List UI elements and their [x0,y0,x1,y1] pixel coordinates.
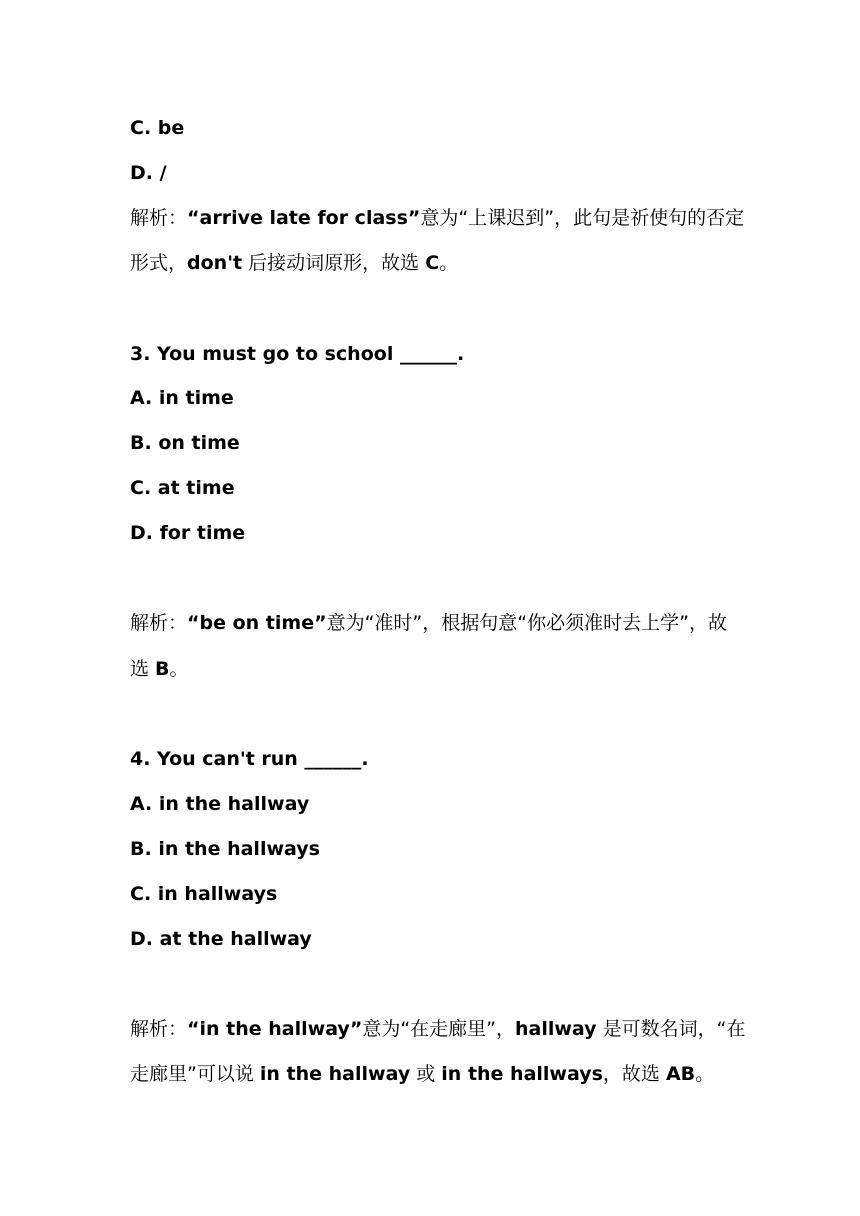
analysis-text: 。 [439,252,459,274]
analysis-text: 意为“准时”，根据句意“你必须准时去上学”，故 [326,612,727,634]
q4-question: 4. You can't run ______. [130,748,369,770]
analysis-text: 意为“上课迟到”，此句是祈使句的否定 [420,207,745,229]
analysis-text: 意为“在走廊里”， [362,1018,515,1040]
analysis-text: 走廊里”可以说 [130,1063,260,1085]
keyword: hallway [515,1018,597,1040]
analysis-text: 。 [169,658,189,680]
q3-option-b: B. on time [130,432,240,454]
analysis-text: 形式， [130,252,188,274]
keyword: in the hallways [441,1063,603,1085]
analysis-text: 是可数名词，“在 [596,1018,746,1040]
q4-option-a: A. in the hallway [130,793,310,815]
q4-analysis-line-1 [130,1017,745,1041]
q4-option-d: D. at the hallway [130,928,312,950]
answer-letter: C [425,252,440,274]
quoted-phrase: “arrive late for class” [187,207,421,229]
analysis-label: 解析： [130,612,188,634]
analysis-text: ，故选 [602,1063,666,1085]
q4-option-c: C. in hallways [130,883,278,905]
quoted-phrase: “in the hallway” [187,1018,363,1040]
quoted-phrase: “be on time” [187,612,327,634]
answer-letter: B [155,658,170,680]
q2-option-d: D. / [130,162,167,184]
q3-analysis-line-2 [130,657,189,681]
q3-analysis-line-1 [130,611,727,635]
analysis-label: 解析： [130,207,188,229]
analysis-text: 。 [695,1063,715,1085]
q3-option-d: D. for time [130,522,246,544]
q4-option-b: B. in the hallways [130,838,320,860]
answer-letter: AB [665,1063,696,1085]
analysis-text: 或 [410,1063,442,1085]
analysis-label: 解析： [130,1018,188,1040]
analysis-text: 后接动词原形，故选 [242,252,426,274]
q2-option-c: C. be [130,117,185,139]
analysis-text: 选 [130,658,156,680]
keyword: don't [187,252,243,274]
q4-analysis-line-2 [130,1062,714,1086]
q3-question: 3. You must go to school ______. [130,343,465,365]
q2-analysis-line-1 [130,206,744,230]
q3-option-c: C. at time [130,477,235,499]
q3-option-a: A. in time [130,387,234,409]
keyword: in the hallway [259,1063,411,1085]
q2-analysis-line-2 [130,251,458,275]
